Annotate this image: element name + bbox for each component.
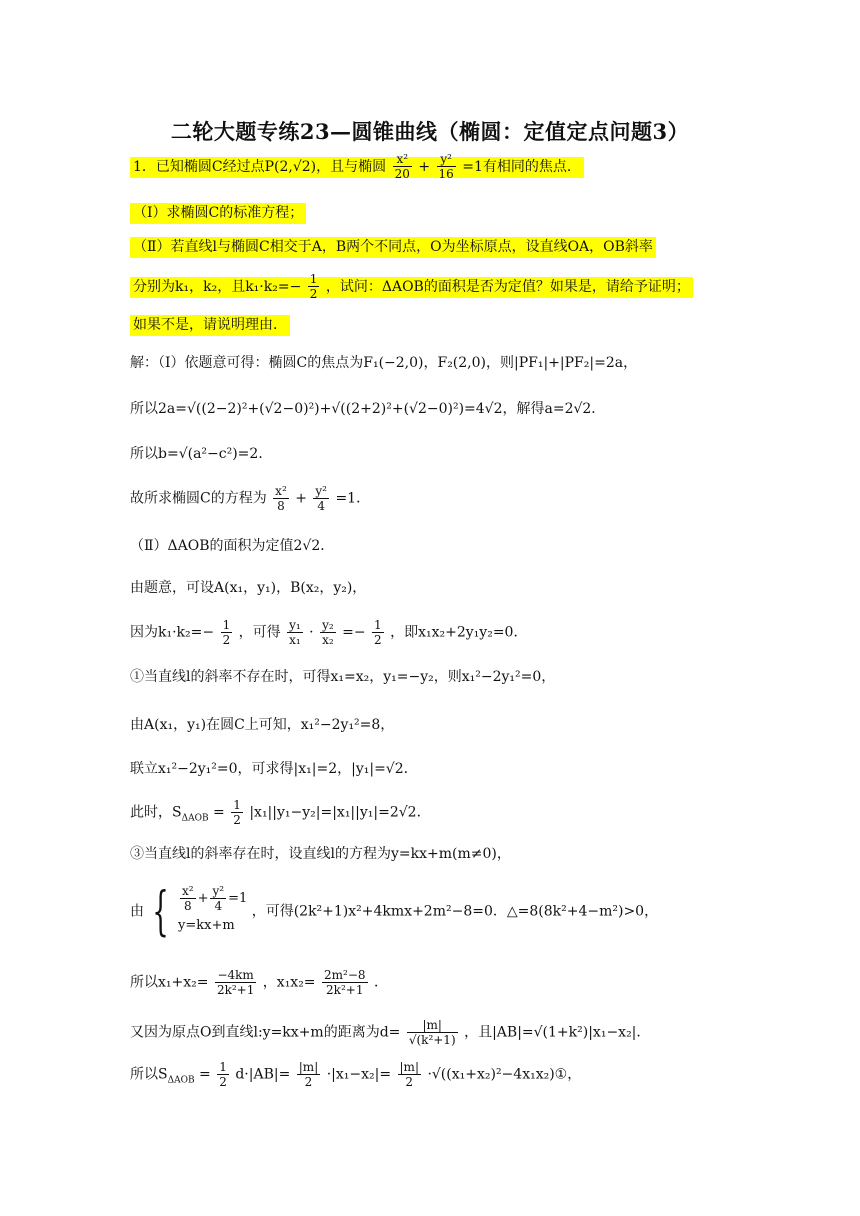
fraction: $\frac{\text{y²}}{16}$ — [438, 152, 454, 181]
fraction: $\frac{|m|}{2}$ — [298, 1060, 319, 1089]
fraction: $\frac{\text{x²}}{20}$ — [394, 152, 410, 181]
solution-line-11: 此时，$S_{\Delta AOB}$ = $\frac{1}{2}$ |x₁||y₁−y₂|=|x₁||y₁|=2√2． — [130, 798, 431, 827]
page-title: 二轮大题专练23—圆锥曲线（椭圆：定值定点问题3） — [170, 119, 690, 144]
fraction: $\frac{\text{2m²−8}}{\text{2k²+1}}$ — [324, 968, 366, 997]
fraction: $\frac{\text{y²}}{4}$ — [315, 484, 327, 513]
solution-line-3: 所以b=√(a²−c²)=2． — [130, 446, 273, 462]
fraction: $\frac{|m|}{2}$ — [399, 1060, 419, 1089]
fraction: $\frac{\text{y₁}}{\text{x₁}}$ — [289, 618, 301, 647]
fraction: $\frac{\text{y₂}}{\text{x₂}}$ — [322, 618, 334, 647]
solution-line-2: 所以2a=√((2−2)²+(√2−0)²)+√((2+2)²+(√2−0)²)=4√2，解得a=2√2． — [130, 401, 606, 417]
solution-line-6: 由题意，可设A(x₁，y₁)，B(x₂，y₂)， — [130, 580, 367, 596]
fraction: $\frac{-4km}{\text{2k²+1}}$ — [216, 968, 255, 997]
problem-line-1 — [130, 152, 584, 181]
solution-line-12: ③当直线l的斜率存在时，设直线l的方程为y=kx+m(m≠0)， — [130, 846, 511, 862]
equation-system: $\frac{\text{x²}}{8}$ + $\frac{\text{y²}}{4}$ =1 y=kx+m — [178, 884, 248, 933]
fraction: $\frac{1}{2}$ — [374, 618, 382, 647]
solution-line-5: （Ⅱ）ΔAOB的面积为定值2√2． — [130, 538, 335, 554]
problem-part-1: （Ⅰ）求椭圆C的标准方程； — [130, 202, 306, 224]
fraction: $\frac{\text{x²}}{8}$ — [182, 884, 194, 913]
fraction: $\frac{|m|}{\text{√(k²+1)}}$ — [408, 1018, 456, 1047]
solution-line-4: 故所求椭圆C的方程为 $\frac{\text{x²}}{8}$ + $\frac{\text{y²}}{4}$ =1． — [130, 484, 371, 513]
fraction: $\frac{\text{x²}}{8}$ — [275, 484, 287, 513]
solution-line-8: ①当直线l的斜率不存在时，可得x₁=x₂，y₁=−y₂，则x₁²−2y₁²=0， — [130, 669, 556, 685]
problem-part-2-line-1: （Ⅱ）若直线l与椭圆C相交于A，B两个不同点，O为坐标原点，设直线OA，OB斜率 — [130, 236, 656, 258]
fraction: $\frac{1}{2}$ — [233, 798, 241, 827]
problem-highlight-1: 1．已知椭圆C经过点P(2,√2)，且与椭圆 $\frac{\text{x²}}{20}$ + $\frac{\text{y²}}{16}$ =1有相同的焦点． — [130, 157, 584, 178]
solution-line-15: 又因为原点O到直线l:y=kx+m的距离为d= $\frac{|m|}{\text{√(k²+1)}}$ ，且|AB|=√(1+k²)|x₁−x₂|． — [130, 1018, 651, 1047]
problem-part-2-line-3: 如果不是，请说明理由． — [130, 314, 290, 336]
fraction: $\frac{1}{2}$ — [222, 618, 231, 647]
solution-line-16: 所以$S_{\Delta AOB}$ = $\frac{1}{2}$ d·|AB|= $\frac{|m|}{2}$ ·|x₁−x₂|= $\frac{|m|}{2}$ ·√((x₁+x₂)²−4x₁x₂)①， — [130, 1060, 582, 1089]
fraction: $\frac{\text{y²}}{4}$ — [212, 884, 225, 913]
solution-line-1: 解：（Ⅰ）依题意可得：椭圆C的焦点为F₁(−2,0)，F₂(2,0)，则|PF₁|+|PF₂|=2a， — [130, 355, 638, 371]
fraction: $\frac{1}{2}$ — [219, 1060, 227, 1089]
solution-line-7: 因为k₁·k₂=− $\frac{1}{2}$ ，可得 $\frac{\text{y₁}}{\text{x₁}}$ · $\frac{\text{y₂}}{\text{x₂}}$ =− $\frac{1}{2}$ ，即x₁x₂+2y₁y₂=0． — [130, 618, 528, 647]
fraction: $\frac{1}{2}$ — [309, 272, 318, 301]
solution-line-13: 由 { $\frac{\text{x²}}{8}$ + $\frac{\text{y²}}{4}$ =1 y=kx+m ，可得(2k²+1)x²+4kmx+2m²−8=0．△=8(8k²+4−m²)>0， — [130, 881, 659, 942]
solution-line-10: 联立x₁²−2y₁²=0，可求得|x₁|=2，|y₁|=√2． — [130, 761, 418, 777]
solution-line-9: 由A(x₁，y₁)在圆C上可知，x₁²−2y₁²=8， — [130, 717, 395, 733]
solution-line-14: 所以x₁+x₂= $\frac{-4km}{\text{2k²+1}}$ ，x₁x₂= $\frac{\text{2m²−8}}{\text{2k²+1}}$ ． — [130, 968, 388, 997]
left-brace-icon: { — [152, 881, 170, 942]
problem-part-2-line-2: 分别为k₁，k₂，且k₁·k₂=− $\frac{1}{2}$ ，试问：ΔAOB的面积是否为定值？如果是，请给予证明； — [130, 272, 693, 301]
